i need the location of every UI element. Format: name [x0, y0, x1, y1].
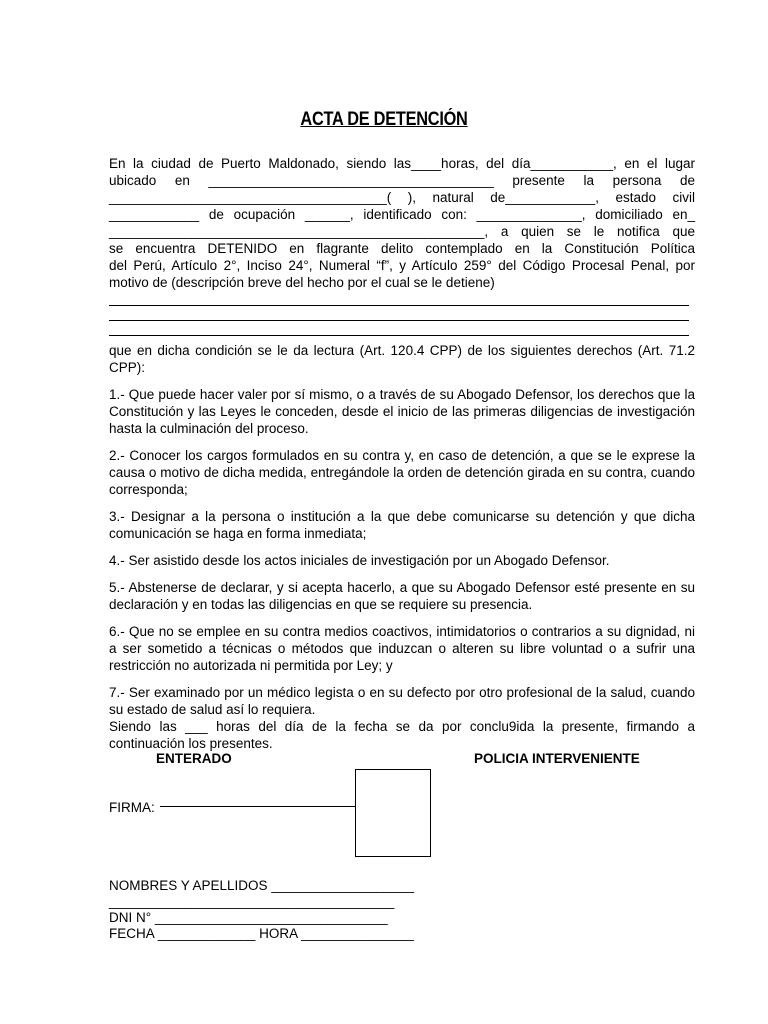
enterado-header: ENTERADO — [156, 751, 232, 766]
intro-line: motivo de (descripción breve del hecho por el cual se le detiene) — [109, 275, 495, 290]
description-line — [109, 321, 689, 336]
intro-line: En la ciudad de Puerto Maldonado, siendo las____horas, del día___________, en el lugar — [109, 156, 695, 171]
right-item: 2.- Conocer los cargos formulados en su contra y, en caso de detención, a que se le exprese la causa o motivo de dicha medida, entregándole la orden de detención girada en su contra, cuando corresponda; — [109, 448, 695, 497]
fingerprint-box — [355, 769, 431, 857]
firma-label: FIRMA: — [109, 800, 155, 815]
right-item: 1.- Que puede hacer valer por sí mismo, o a través de su Abogado Defensor, los derechos que la Constitución y las Leyes le conceden, desde el inicio de las primeras diligencias de investigación hasta la culminación del proceso. — [109, 387, 695, 436]
intro-line: __________________________________________________, a quien se le notifica que — [109, 224, 695, 239]
intro-line: ____________ de ocupación ______, identificado con: ______________, domiciliado en_ — [109, 207, 695, 222]
description-line — [109, 291, 689, 306]
document-body — [109, 155, 695, 752]
right-item: 5.- Abstenerse de declarar, y si acepta hacerlo, a que su Abogado Defensor esté presente en su declaración y en todas las diligencias en que se requiere su presencia. — [109, 580, 695, 612]
intro-line: del Perú, Artículo 2°, Inciso 24°, Numeral “f”, y Artículo 259° del Código Procesal Penal, por — [109, 258, 695, 273]
intro-line: ubicado en ______________________________________ presente la persona de — [109, 173, 695, 188]
closing-text: Siendo las ___ horas del día de la fecha se da por conclu9ida la presente, firmando a continuación los presentes. — [109, 719, 695, 751]
right-item: 4.- Ser asistido desde los actos iniciales de investigación por un Abogado Defensor. — [109, 553, 610, 568]
description-line — [109, 306, 689, 321]
dni-field: DNI N° _______________________________ — [109, 910, 388, 925]
firma-line — [160, 806, 355, 807]
right-item: 3.- Designar a la persona o institución a la que debe comunicarse su detención y que dicha comunicación se haga en forma inmediata; — [109, 509, 695, 541]
rights-intro: que en dicha condición se le da lectura (Art. 120.4 CPP) de los siguientes derechos (Art. 71.2 CPP): — [109, 343, 695, 375]
intro-line: se encuentra DETENIDO en flagrante delito contemplado en la Constitución Política — [109, 241, 695, 256]
right-item: 7.- Ser examinado por un médico legista o en su defecto por otro profesional de la salud, cuando su estado de salud así lo requiera. — [109, 685, 695, 717]
nombres-field: NOMBRES Y APELLIDOS ___________________ — [109, 878, 414, 893]
blank-line: ______________________________________ — [109, 894, 395, 909]
policia-header: POLICIA INTERVENIENTE — [474, 751, 640, 766]
intro-line: _____________________________________( ), natural de____________, estado civil — [109, 190, 695, 205]
document-title: ACTA DE DETENCIÓN — [300, 109, 468, 130]
right-item: 6.- Que no se emplee en su contra medios coactivos, intimidatorios o contrarios a su dignidad, ni a ser sometido a técnicas o métodos que induzcan o alteren su libre voluntad o a sufrir una restricción no autorizada ni permitida por Ley; y — [109, 624, 695, 673]
fecha-hora-field: FECHA _____________ HORA _______________ — [109, 926, 414, 941]
